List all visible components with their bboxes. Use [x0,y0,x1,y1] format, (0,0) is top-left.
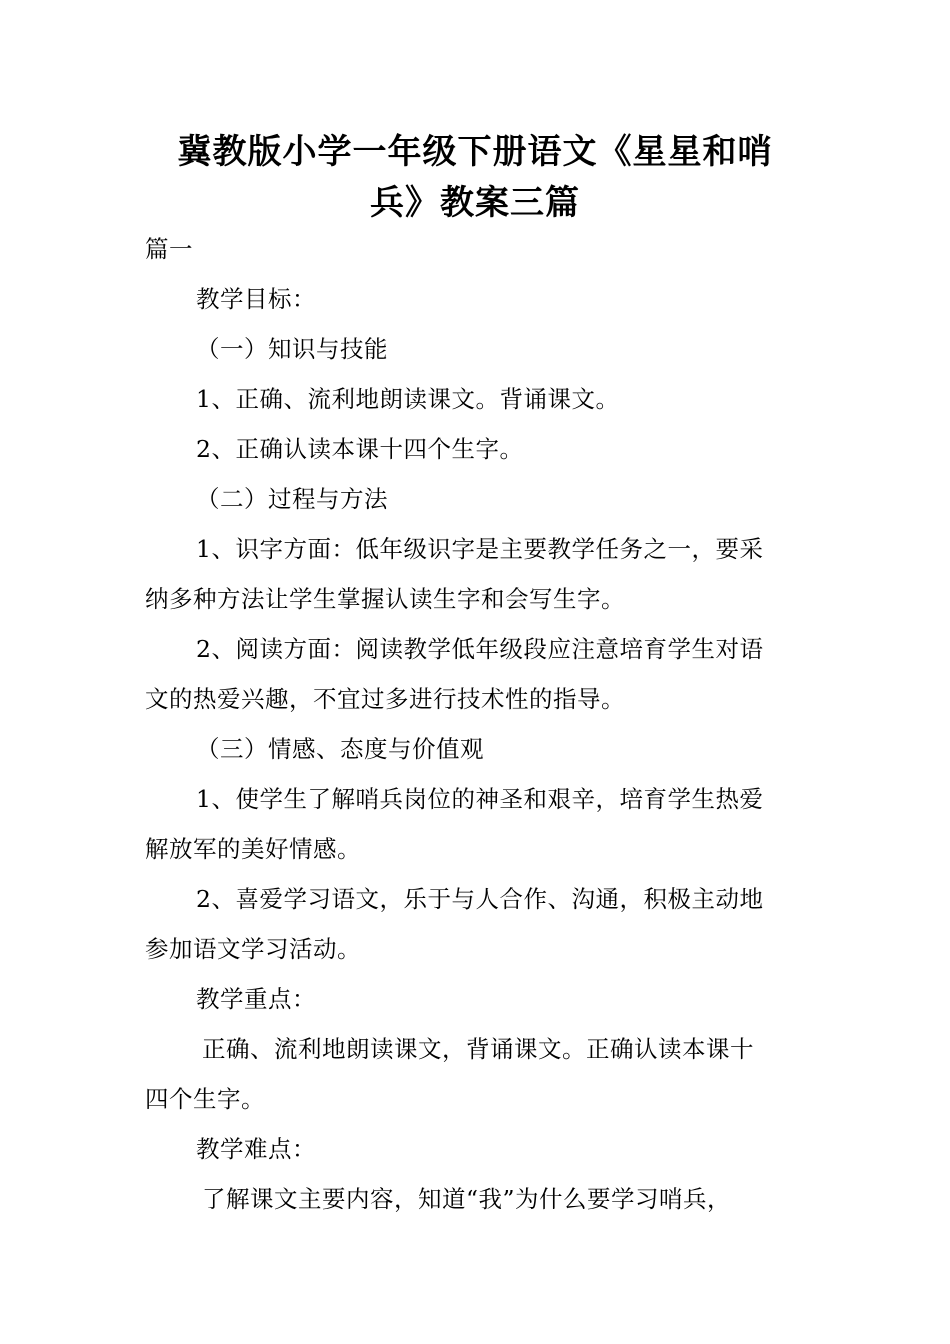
document-title-line-1: 冀教版小学一年级下册语文《星星和哨 [177,132,773,172]
difficulty-heading: 教学难点： [196,1135,316,1163]
document-title-line-2: 兵》教案三篇 [370,183,580,223]
process-item-2-line-1: 2、阅读方面：阅读教学低年级段应注意培育学生对语 [196,635,764,663]
process-heading: （二）过程与方法 [196,485,388,513]
emotion-heading: （三）情感、态度与价值观 [196,735,484,763]
goals-heading: 教学目标： [196,285,316,313]
emotion-item-2-line-2: 参加语文学习活动。 [145,935,361,963]
process-item-2-line-2: 文的热爱兴趣，不宜过多进行技术性的指导。 [145,685,625,713]
difficulty-line-1: 了解课文主要内容，知道“我”为什么要学习哨兵， [202,1185,732,1213]
key-line-1: 正确、流利地朗读课文，背诵课文。正确认读本课十 [202,1035,754,1063]
emotion-item-1-line-2: 解放军的美好情感。 [145,835,361,863]
process-item-1-line-1: 1、识字方面：低年级识字是主要教学任务之一，要采 [196,535,764,563]
emotion-item-1-line-1: 1、使学生了解哨兵岗位的神圣和艰辛，培育学生热爱 [196,785,764,813]
knowledge-item-1: 1、正确、流利地朗读课文。背诵课文。 [196,385,620,413]
knowledge-item-2: 2、正确认读本课十四个生字。 [196,435,524,463]
process-item-1-line-2: 纳多种方法让学生掌握认读生字和会写生字。 [145,585,625,613]
key-line-2: 四个生字。 [145,1085,265,1113]
section-label: 篇一 [145,235,193,263]
knowledge-heading: （一）知识与技能 [196,335,388,363]
key-heading: 教学重点： [196,985,316,1013]
emotion-item-2-line-1: 2、喜爱学习语文，乐于与人合作、沟通，积极主动地 [196,885,764,913]
